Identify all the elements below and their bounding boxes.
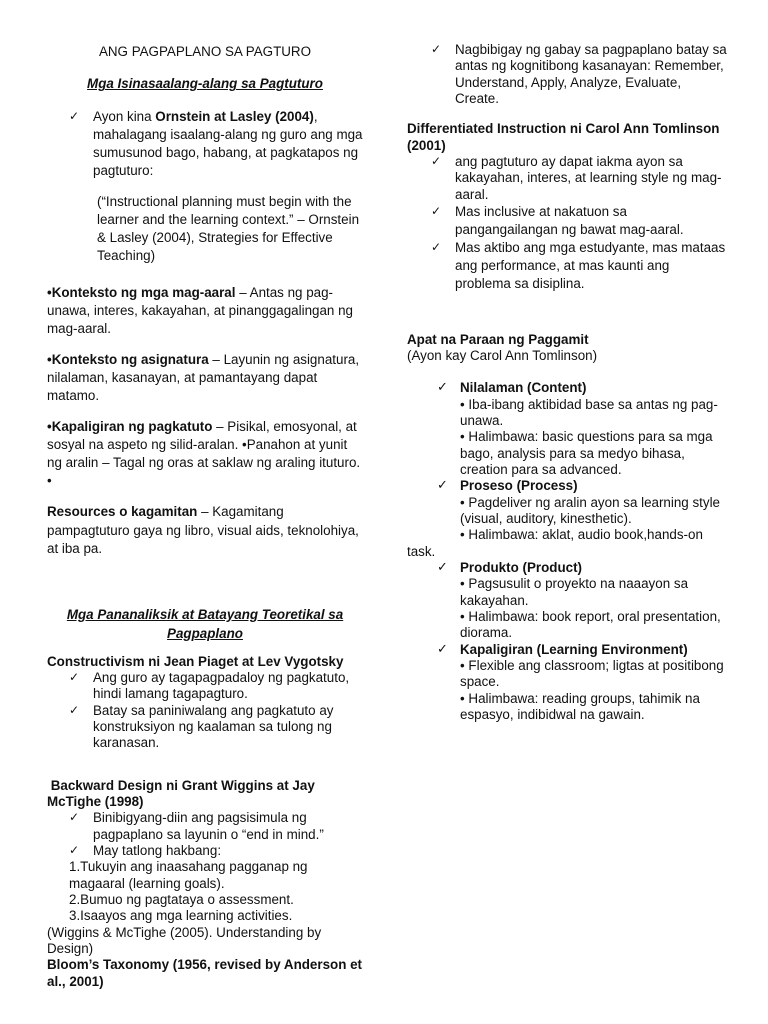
differentiated-item: ✓ Mas inclusive at nakatuon sa pangangailangan ng bawat mag-aaral.: [431, 204, 684, 238]
context-text: – Kagamitang pampagtuturo gaya ng libro, visual aids, teknolohiya, at iba pa.: [47, 504, 359, 556]
ornstein-prefix: Ayon kina: [93, 108, 156, 124]
context-text: – Antas ng pag-unawa, interes, kakayahan, at pinanggagalingan ng mag-aaral.: [47, 284, 353, 336]
check-icon: ✓: [69, 669, 80, 684]
context-label: •Konteksto ng asignatura: [47, 351, 209, 367]
check-bold-icon: ✓: [437, 640, 448, 656]
differentiated-item: ✓ Mas aktibo ang mga estudyante, mas mataas ang performance, at mas kaunti ang problema sa disiplina.: [431, 240, 726, 292]
check-bold-icon: ✓: [437, 379, 448, 395]
way-process-example-tail: task.: [407, 543, 436, 559]
section-heading-research: Mga Pananaliksik at Batayang Teoretikal sa Pagpaplano: [66, 606, 344, 642]
bloom-heading: Bloom’s Taxonomy (1956, revised by Anderson et al., 2001): [47, 957, 363, 989]
way-process-detail: • Pagdeliver ng aralin ayon sa learning style (visual, auditory, kinesthetic).: [460, 494, 721, 526]
way-product-detail: • Pagsusulit o proyekto na naaayon sa kakayahan.: [460, 576, 689, 608]
check-bold-icon: ✓: [437, 559, 448, 575]
way-process-label: ✓ Proseso (Process): [437, 477, 578, 494]
differentiated-heading: Differentiated Instruction ni Carol Ann Tomlinson (2001): [407, 121, 720, 153]
context-label: Resources o kagamitan: [47, 504, 198, 520]
way-process-example: • Halimbawa: aklat, audio book,hands-on: [460, 527, 703, 543]
section-heading-considerations: Mga Isinasaalang-alang sa Pagtuturo: [87, 76, 323, 92]
check-icon: ✓: [69, 702, 80, 717]
context-subject: [47, 351, 363, 405]
context-label: •Kapaligiran ng pagkatuto: [47, 419, 213, 435]
differentiated-item: ✓ ang pagtuturo ay dapat iakma ayon sa kakayahan, interes, at learning style ng mag-aaral.: [431, 154, 722, 202]
way-environment-detail: • Halimbawa: reading groups, tahimik na espasyo, indibidwal na gawain.: [460, 690, 700, 723]
constructivism-item: ✓ Ang guro ay tagapagpadaloy ng pagkatuto, hindi lamang tagapagturo.: [69, 669, 350, 702]
constructivism-item: ✓ Batay sa paniniwalang ang pagkatuto ay konstruksiyon ng kaalaman sa tulong ng karanasan.: [69, 702, 334, 751]
check-icon: ✓: [431, 42, 442, 56]
ornstein-item: [47, 108, 363, 180]
backward-design-item: ✓ May tatlong hakbang:: [69, 843, 222, 859]
backward-step: 2.Bumuo ng pagtataya o assessment.: [69, 892, 294, 908]
way-product-detail: • Halimbawa: book report, oral presentation, diorama.: [460, 609, 721, 641]
ornstein-author: Ornstein at Lasley (2004): [155, 108, 314, 124]
ornstein-text: , mahalagang isaalang-alang ng guro ang mga sumusunod bago, habang, at pagkatapos ng pagtuturo:: [93, 108, 363, 179]
check-icon: ✓: [69, 843, 80, 858]
bloom-item: ✓ Nagbibigay ng gabay sa pagpaplano batay sa antas ng kognitibong kasanayan: Remember, Understand, Apply, Analyze, Evaluate, Create.: [431, 42, 727, 107]
check-icon: ✓: [69, 810, 80, 825]
way-content-label: ✓ Nilalaman (Content): [437, 379, 587, 396]
check-icon: ✓: [431, 204, 442, 219]
way-content-detail: • Halimbawa: basic questions para sa mga bago, analysis para sa medyo bihasa, creation para sa advanced.: [460, 429, 713, 477]
context-resources: [47, 503, 363, 557]
document-title: ANG PAGPAPLANO SA PAGTURO: [98, 44, 312, 59]
backward-citation: (Wiggins & McTighe (2005). Understanding by Design): [47, 924, 322, 957]
backward-step: 1.Tukuyin ang inaasahang pagganap ng magaaral (learning goals).: [69, 859, 308, 891]
check-icon: ✓: [431, 240, 442, 255]
left-column: [47, 42, 363, 990]
way-content-detail: • Iba-ibang aktibidad base sa antas ng pag-unawa.: [460, 396, 718, 428]
ornstein-quote: (“Instructional planning must begin with the learner and the learning context.” – Ornstein & Lasley (2004), Strategies for Effective Teaching): [97, 194, 360, 264]
backward-design-heading: Backward Design ni Grant Wiggins at Jay McTighe (1998): [47, 777, 319, 810]
way-product-label: ✓ Produkto (Product): [437, 559, 582, 576]
context-learners: [47, 284, 363, 338]
way-environment-detail: • Flexible ang classroom; ligtas at positibong space.: [460, 658, 724, 690]
backward-step: 3.Isaayos ang mga learning activities.: [69, 908, 293, 924]
context-text: – Layunin ng asignatura, nilalaman, kasanayan, at pamantayang dapat matamo.: [47, 351, 360, 403]
check-icon: ✓: [69, 108, 80, 123]
context-text: – Pisikal, emosyonal, at sosyal na aspeto ng silid-aralan. •Panahon at yunit ng aralin – Tagal ng oras at saklaw ng araling ituturo. •: [47, 419, 361, 489]
constructivism-heading: Constructivism ni Jean Piaget at Lev Vygotsky: [47, 653, 344, 669]
way-environment-label: ✓ Kapaligiran (Learning Environment): [437, 640, 688, 657]
right-column: [407, 42, 727, 723]
context-environment: [47, 418, 363, 490]
check-bold-icon: ✓: [437, 477, 448, 493]
apat-subtitle: (Ayon kay Carol Ann Tomlinson): [407, 347, 598, 363]
backward-design-item: ✓ Binibigyang-diin ang pagsisimula ng pagpaplano sa layunin o “end in mind.”: [69, 810, 324, 842]
context-label: •Konteksto ng mga mag-aaral: [47, 284, 236, 300]
check-icon: ✓: [431, 154, 442, 169]
apat-heading: Apat na Paraan ng Paggamit: [407, 331, 589, 347]
